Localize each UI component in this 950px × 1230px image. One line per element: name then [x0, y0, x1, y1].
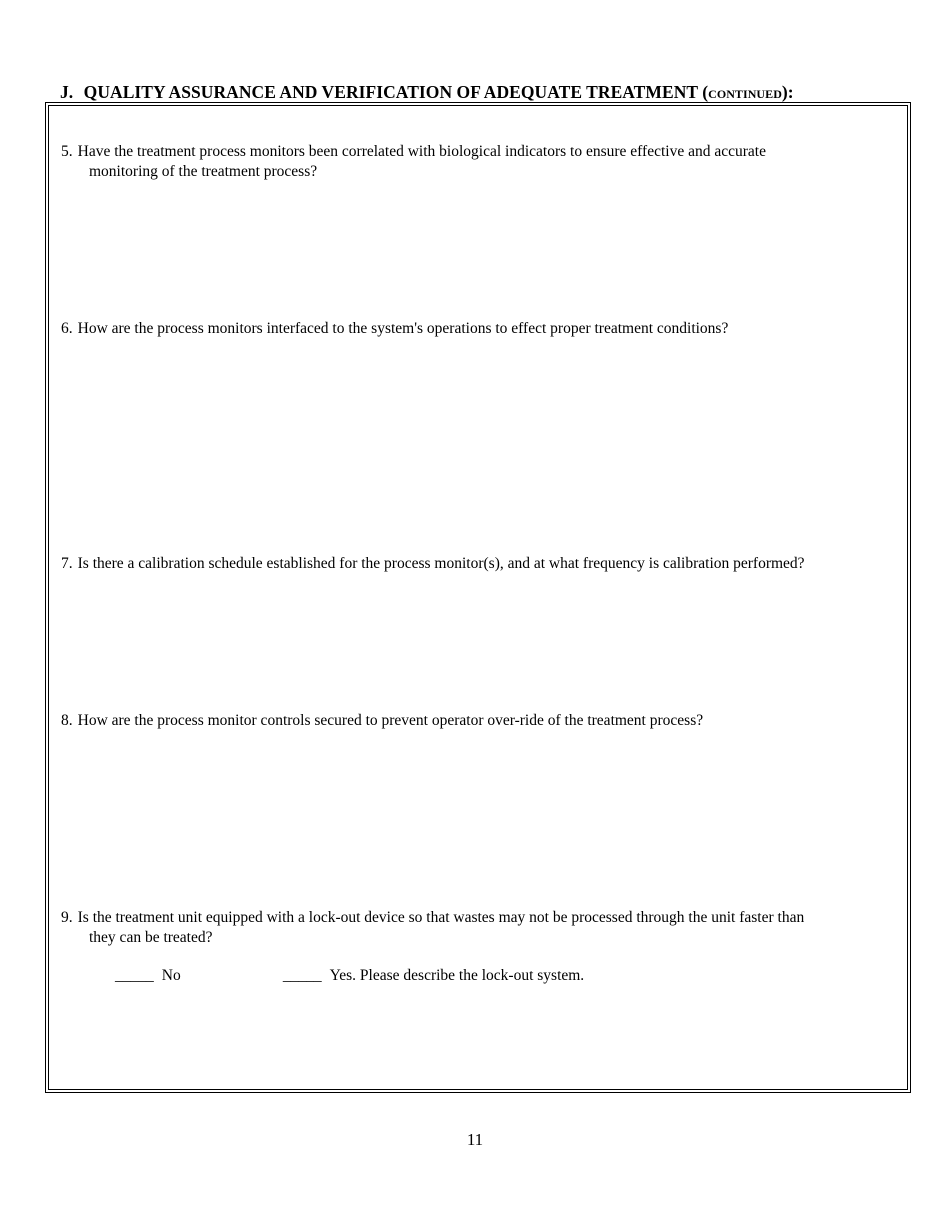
- question-6-number: 6.: [61, 320, 73, 337]
- question-7: [61, 554, 893, 574]
- question-5-text-line1: Have the treatment process monitors been correlated with biological indicators to ensure effective and accurate: [77, 143, 766, 160]
- question-6: [61, 319, 893, 339]
- question-6-text: How are the process monitors interfaced to the system's operations to effect proper treatment conditions?: [77, 320, 729, 337]
- question-8: [61, 711, 893, 731]
- option-no[interactable]: [115, 966, 279, 986]
- question-9-text-line1: Is the treatment unit equipped with a lock-out device so that wastes may not be processed through the unit faster than: [77, 909, 805, 926]
- question-8-number: 8.: [61, 712, 73, 729]
- option-yes-label: Yes. Please describe the lock-out system.: [329, 967, 585, 984]
- question-7-number: 7.: [61, 555, 73, 572]
- question-5-text-line2: monitoring of the treatment process?: [89, 163, 318, 180]
- option-yes[interactable]: [283, 966, 584, 986]
- section-title-text: QUALITY ASSURANCE AND VERIFICATION OF ADEQUATE TREATMENT: [83, 82, 698, 102]
- question-9-text-line2: they can be treated?: [89, 929, 213, 946]
- questionnaire-frame: [45, 102, 911, 1093]
- question-5-number: 5.: [61, 143, 73, 160]
- option-yes-blank[interactable]: _____: [282, 967, 322, 984]
- section-title: [60, 82, 794, 103]
- section-continued: (continued):: [702, 82, 794, 102]
- question-9-options: [115, 966, 584, 986]
- question-8-text: How are the process monitor controls secured to prevent operator over-ride of the treatment process?: [77, 712, 704, 729]
- page-number: 11: [466, 1130, 484, 1149]
- option-no-blank[interactable]: _____: [115, 967, 154, 984]
- question-7-text: Is there a calibration schedule established for the process monitor(s), and at what frequency is calibration performed?: [77, 555, 805, 572]
- question-9-number: 9.: [61, 909, 73, 926]
- question-9: [61, 908, 893, 948]
- option-no-label: No: [161, 967, 181, 984]
- section-letter: J.: [60, 82, 74, 102]
- question-5: [61, 142, 893, 182]
